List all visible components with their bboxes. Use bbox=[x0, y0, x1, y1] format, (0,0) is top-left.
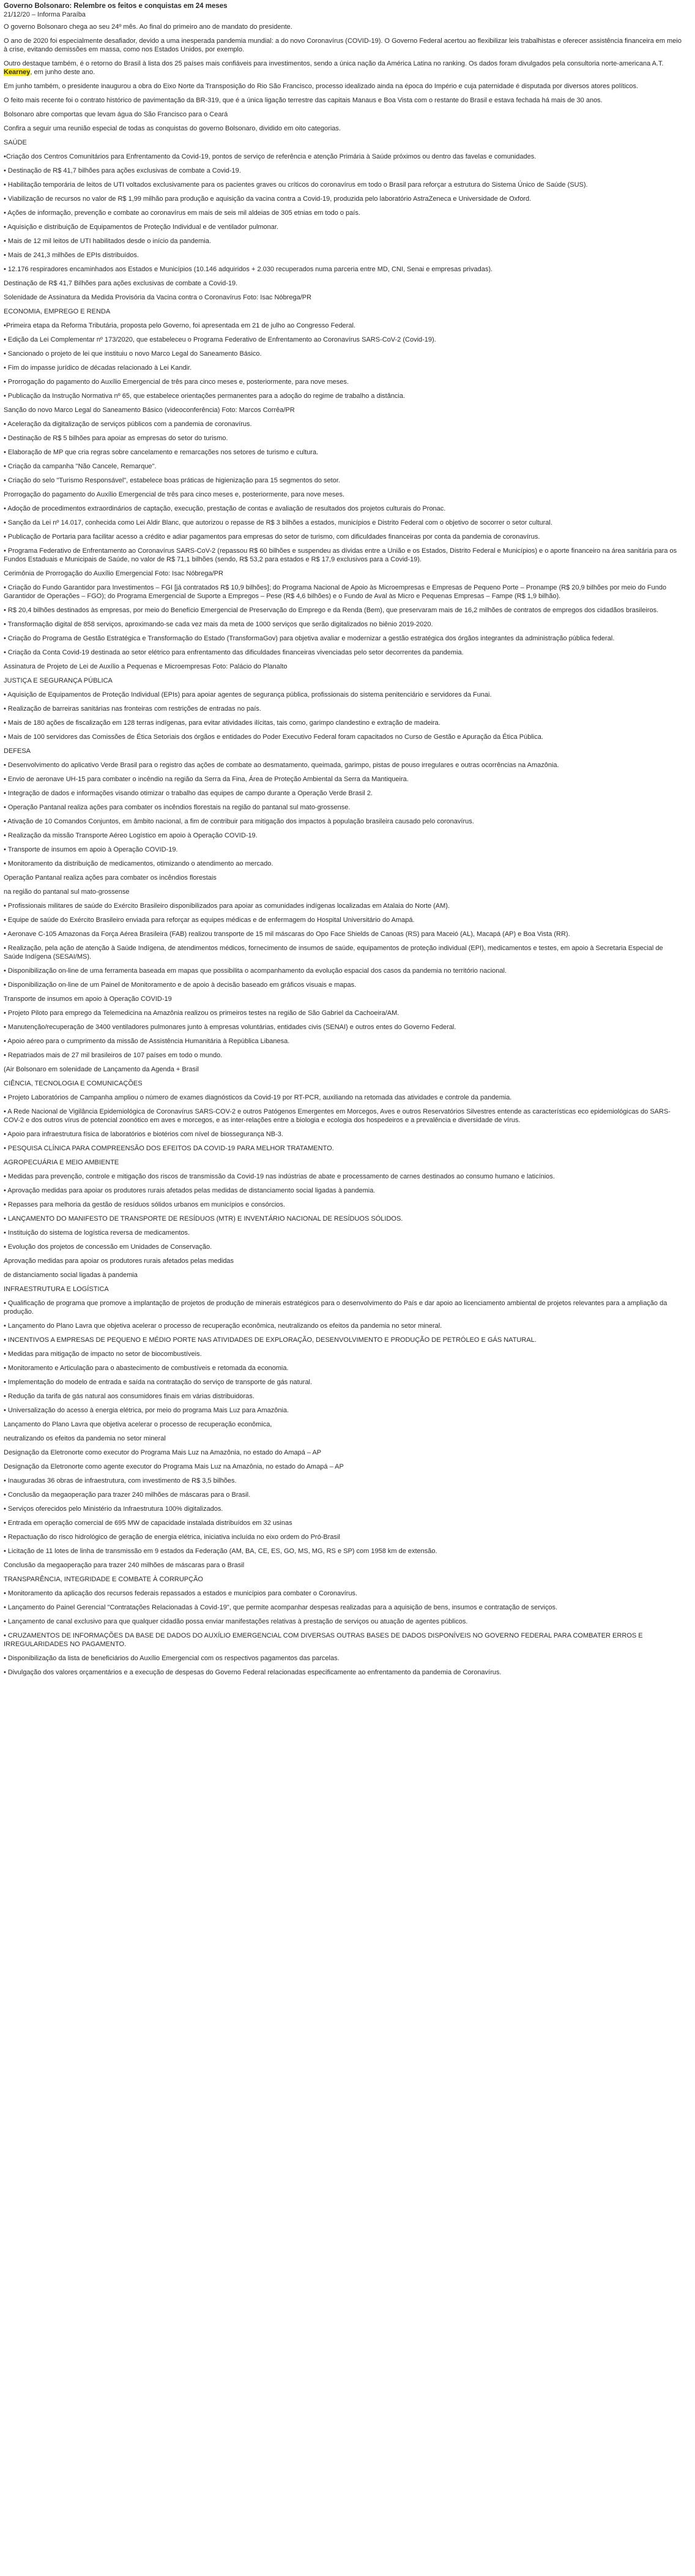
paragraph: CIÊNCIA, TECNOLOGIA E COMUNICAÇÕES bbox=[4, 1080, 143, 1087]
paragraph: • Publicação de Portaria para facilitar acesso a crédito e adiar pagamentos para empresas do setor de turismo, com dificuldades financeiras por conta da pandemia de coronavírus. bbox=[4, 533, 540, 541]
paragraph: • Repactuação do risco hidrológico de geração de energia elétrica, iniciativa incluída no eixo ordem do Pró-Brasil bbox=[4, 1533, 340, 1541]
paragraph: • Projeto Piloto para emprego da Telemedicina na Amazônia realizou os primeiros testes na região de São Gabriel da Cachoeira/AM. bbox=[4, 1009, 400, 1017]
paragraph: O governo Bolsonaro chega ao seu 24º mês. Ao final do primeiro ano de mandato do presidente. bbox=[4, 23, 292, 31]
paragraph: • Medidas para mitigação de impacto no setor de biocombustíveis. bbox=[4, 1350, 202, 1358]
paragraph: • Realização de barreiras sanitárias nas fronteiras com restrições de entradas no país. bbox=[4, 705, 261, 713]
paragraph: • Lançamento do Painel Gerencial "Contratações Relacionadas à Covid-19", que permite acompanhar despesas realizadas para a aquisição de bens, insumos e contratação de serviços. bbox=[4, 1604, 558, 1611]
paragraph: Solenidade de Assinatura da Medida Provisória da Vacina contra o Coronavírus Foto: Isac Nóbrega/PR bbox=[4, 294, 312, 301]
paragraph: Sanção do novo Marco Legal do Saneamento Básico (videoconferência) Foto: Marcos Corrêa/PR bbox=[4, 406, 295, 414]
paragraph: • Fim do impasse jurídico de décadas relacionado à Lei Kandir. bbox=[4, 364, 192, 372]
paragraph: Designação da Eletronorte como executor do Programa Mais Luz na Amazônia, no estado do Amapá – AP bbox=[4, 1449, 322, 1456]
highlighted-term: Kearney bbox=[4, 69, 31, 76]
paragraph: • Lançamento do Plano Lavra que objetiva acelerar o processo de recuperação econômica, neutralizando os efeitos da pandemia no setor mineral. bbox=[4, 1322, 442, 1330]
paragraph: • Monitoramento e Articulação para o abastecimento de combustíveis e retomada da economia. bbox=[4, 1365, 289, 1372]
paragraph: • Programa Federativo de Enfrentamento ao Coronavírus SARS-CoV-2 (repassou R$ 60 bilhões e suspendeu as dívidas entre a União e os Estados, Distrito Federal e Municípios) e o aporte financeiro na área sanitária para os Fundos Estaduais e Municipais de Saúde, no valor de R$ 71,1 bilhões (sendo, R$ 53,2 para estados e R$ 17,9 exclusivos para a Covid-19). bbox=[4, 547, 677, 563]
paragraph: • Qualificação de programa que promove a implantação de projetos de produção de minerais estratégicos para o desenvolvimento do País e dar apoio ao licenciamento ambiental de projetos relevantes para a ampliação da produção. bbox=[4, 1300, 667, 1316]
paragraph: na região do pantanal sul mato-grossense bbox=[4, 888, 130, 896]
paragraph: Confira a seguir uma reunião especial de todas as conquistas do governo Bolsonaro, dividido em oito categorias. bbox=[4, 125, 341, 132]
paragraph: • Prorrogação do pagamento do Auxílio Emergencial de três para cinco meses e, posteriormente, para nove meses. bbox=[4, 378, 349, 386]
paragraph: • Profissionais militares de saúde do Exército Brasileiro disponibilizados para apoiar as comunidades indígenas localizadas em Atalaia do Norte (AM). bbox=[4, 902, 450, 910]
section-heading: • INCENTIVOS A EMPRESAS DE PEQUENO E MÉDIO PORTE NAS ATIVIDADES DE EXPLORAÇÃO, DESENVOLVIMENTO E PRODUÇÃO DE PETRÓLEO E GÁS NATURAL. bbox=[4, 1336, 537, 1344]
paragraph: TRANSPARÊNCIA, INTEGRIDADE E COMBATE À CORRUPÇÃO bbox=[4, 1576, 203, 1583]
paragraph: Prorrogação do pagamento do Auxílio Emergencial de três para cinco meses e, posteriormente, para nove meses. bbox=[4, 491, 345, 498]
article-body bbox=[4, 23, 684, 1677]
paragraph: • Criação do selo "Turismo Responsável", estabelece boas práticas de higienização para 15 segmentos do setor. bbox=[4, 477, 340, 484]
paragraph: • Viabilização de recursos no valor de R$ 1,99 milhão para produção e aquisição da vacina contra a Covid-19, produzida pelo laboratório AstraZeneca e Universidade de Oxford. bbox=[4, 195, 532, 203]
article-dateline: 21/12/20 – Informa Paraíba bbox=[4, 11, 86, 18]
section-heading: SAÚDE bbox=[4, 139, 27, 146]
paragraph: • Edição da Lei Complementar nº 173/2020, que estabeleceu o Programa Federativo de Enfrentamento ao Coronavírus SARS-CoV-2 (Covid-19). bbox=[4, 336, 436, 343]
paragraph: • Divulgação dos valores orçamentários e a execução de despesas do Governo Federal relacionadas especificamente ao enfrentamento da pandemia de Coronavírus. bbox=[4, 1669, 502, 1676]
paragraph: • Adoção de procedimentos extraordinários de captação, execução, prestação de contas e avaliação de resultados dos projetos culturais do Pronac. bbox=[4, 505, 446, 512]
paragraph: • Apoio para infraestrutura física de laboratórios e biotérios com nível de biossegurança NB-3. bbox=[4, 1131, 283, 1138]
paragraph: • Integração de dados e informações visando otimizar o trabalho das equipes de campo durante a Operação Verde Brasil 2. bbox=[4, 790, 373, 797]
paragraph: Em junho também, o presidente inaugurou a obra do Eixo Norte da Transposição do Rio São Francisco, processo idealizado ainda na época do Império e cuja paternidade é disputada por diversos atores políticos. bbox=[4, 83, 639, 90]
paragraph: Conclusão da megaoperação para trazer 240 milhões de máscaras para o Brasil bbox=[4, 1562, 245, 1569]
paragraph: Transporte de insumos em apoio à Operação COVID-19 bbox=[4, 995, 172, 1003]
paragraph: • Destinação de R$ 41,7 bilhões para ações exclusivas de combate a Covid-19. bbox=[4, 167, 241, 174]
paragraph: • Conclusão da megaoperação para trazer 240 milhões de máscaras para o Brasil. bbox=[4, 1491, 251, 1499]
article-title: Governo Bolsonaro: Relembre os feitos e conquistas em 24 meses bbox=[4, 2, 228, 10]
section-heading: DEFESA bbox=[4, 747, 31, 755]
section-heading: JUSTIÇA E SEGURANÇA PÚBLICA bbox=[4, 677, 113, 684]
paragraph: (Air Bolsonaro em solenidade de Lançamento da Agenda + Brasil bbox=[4, 1066, 199, 1073]
paragraph: • Disponibilização on-line de um Painel de Monitoramento e de apoio à decisão baseado em gráficos visuais e mapas. bbox=[4, 981, 357, 989]
paragraph: • Criação do Fundo Garantidor para Investimentos – FGI [já contratados R$ 10,9 bilhões]; do Programa Nacional de Apoio às Microempresas e Empresas de Pequeno Porte – Pronampe (R$ 20,9 bilhões por meio do Fundo Garantidor de Operações – FGO); do Programa Emergencial de Suporte a Empregos – Pese (R$ 4,6 bilhões) e o Fundo de Aval às Micro e Pequenas Empresas – Fampe (R$ 1,9 bilhão). bbox=[4, 584, 667, 600]
paragraph: Assinatura de Projeto de Lei de Auxílio a Pequenas e Microempresas Foto: Palácio do Planalto bbox=[4, 663, 288, 670]
paragraph: • Lançamento de canal exclusivo para que qualquer cidadão possa enviar manifestações relativas à prestação de serviços ou atuação de agentes públicos. bbox=[4, 1618, 468, 1625]
paragraph: • Aquisição de Equipamentos de Proteção Individual (EPIs) para apoiar agentes de segurança pública, profissionais do sistema penitenciário e servidores da Funai. bbox=[4, 691, 492, 698]
paragraph: • Serviços oferecidos pelo Ministério da Infraestrutura 100% digitalizados. bbox=[4, 1505, 223, 1513]
section-heading: ECONOMIA, EMPREGO E RENDA bbox=[4, 308, 111, 315]
paragraph: •Criação dos Centros Comunitários para Enfrentamento da Covid-19, pontos de serviço de referência e atenção Primária à Saúde próximos ou dentro das favelas e comunidades. bbox=[4, 153, 537, 160]
paragraph: • Mais de 100 servidores das Comissões de Ética Setoriais dos órgãos e entidades do Poder Executivo Federal foram capacitados no Curso de Gestão e Apuração da Ética Pública. bbox=[4, 733, 543, 741]
paragraph: • Publicação da Instrução Normativa nº 65, que estabelece orientações permanentes para a adoção do regime de trabalho a distância. bbox=[4, 392, 406, 400]
paragraph: • Entrada em operação comercial de 695 MW de capacidade instalada distribuídos em 32 usinas bbox=[4, 1519, 292, 1527]
paragraph: • Criação da Conta Covid-19 destinada ao setor elétrico para enfrentamento das dificuldades financeiras vivenciadas pelo setor decorrentes da pandemia. bbox=[4, 649, 464, 656]
paragraph: Cerimônia de Prorrogação do Auxílio Emergencial Foto: Isac Nóbrega/PR bbox=[4, 570, 223, 577]
paragraph: • Equipe de saúde do Exército Brasileiro enviada para reforçar as equipes médicas e de enfermagem do Hospital Universitário do Amapá. bbox=[4, 916, 415, 924]
paragraph: de distanciamento social ligadas à pandemia bbox=[4, 1271, 138, 1279]
paragraph: AGROPECUÁRIA E MEIO AMBIENTE bbox=[4, 1159, 119, 1166]
paragraph: • Ativação de 10 Comandos Conjuntos, em âmbito nacional, a fim de contribuir para mitigação dos impactos à população brasileira causado pelo coronavírus. bbox=[4, 818, 474, 825]
paragraph: • Sanção da Lei nº 14.017, conhecida como Lei Aldir Blanc, que autorizou o repasse de R$ 3 bilhões a estados, municípios e Distrito Federal com o objetivo de socorrer o setor cultural. bbox=[4, 519, 552, 526]
paragraph: O feito mais recente foi o contrato histórico de pavimentação da BR-319, que é a única ligação terrestre das capitais Manaus e Boa Vista com o restante do Brasil e estava fechada há mais de 30 anos. bbox=[4, 97, 603, 104]
paragraph: • A Rede Nacional de Vigilância Epidemiológica de Coronavírus SARS-COV-2 e outros Patógenos Emergentes em Morcegos, Aves e outros Reservatórios Silvestres entende as características eco epidemiológicas do SARS-COV-2 e dos outros vírus de potencial zoonótico em aves e morcegos, e as inter-relações entre a biologia e ecologia dos hospedeiros e a prevalência e diversidade de vírus. bbox=[4, 1108, 671, 1124]
paragraph: • Universalização do acesso à energia elétrica, por meio do programa Mais Luz para Amazônia. bbox=[4, 1407, 289, 1414]
paragraph: Designação da Eletronorte como agente executor do Programa Mais Luz na Amazônia, no estado do Amapá – AP bbox=[4, 1463, 344, 1470]
paragraph: • Criação do Programa de Gestão Estratégica e Transformação do Estado (TransformaGov) para objetiva avaliar e modernizar a gestão estratégica dos órgãos integrantes da administração pública federal. bbox=[4, 635, 615, 642]
section-heading: • LANÇAMENTO DO MANIFESTO DE TRANSPORTE DE RESÍDUOS (MTR) E INVENTÁRIO NACIONAL DE RESÍDUOS SÓLIDOS. bbox=[4, 1215, 403, 1222]
paragraph: Destinação de R$ 41,7 Bilhões para ações exclusivas de combate a Covid-19. bbox=[4, 280, 238, 287]
paragraph: • Implementação do modelo de entrada e saída na contratação do serviço de transporte de gás natural. bbox=[4, 1379, 313, 1386]
paragraph: • Mais de 180 ações de fiscalização em 128 terras indígenas, para evitar atividades ilícitas, tais como, garimpo clandestino e extração de madeira. bbox=[4, 719, 440, 727]
paragraph: • Sancionado o projeto de lei que instituiu o novo Marco Legal do Saneamento Básico. bbox=[4, 350, 262, 358]
paragraph: Operação Pantanal realiza ações para combater os incêndios florestais bbox=[4, 874, 217, 882]
paragraph: Outro destaque também, é o retorno do Brasil à lista dos 25 países mais confiáveis para investimentos, sendo a única nação da América Latina no ranking. Os dados foram divulgados pela consultoria norte-americana A.T. Kearney, em junho deste ano. bbox=[4, 60, 664, 76]
paragraph: • Criação da campanha "Não Cancele, Remarque". bbox=[4, 463, 157, 470]
paragraph: • Aceleração da digitalização de serviços públicos com a pandemia de coronavírus. bbox=[4, 421, 252, 428]
paragraph: • Licitação de 11 lotes de linha de transmissão em 9 estados da Federação (AM, BA, CE, ES, GO, MS, MG, RS e SP) com 1958 km de extensão. bbox=[4, 1548, 437, 1555]
paragraph: • Monitoramento da distribuição de medicamentos, otimizando o atendimento ao mercado. bbox=[4, 860, 273, 867]
paragraph: • Aeronave C-105 Amazonas da Força Aérea Brasileira (FAB) realizou transporte de 15 mil máscaras do Opo Face Shields de Canoas (RS) para Maceió (AL), Macapá (AP) e Boa Vista (RR). bbox=[4, 930, 570, 938]
paragraph: • Redução da tarifa de gás natural aos consumidores finais em várias distribuidoras. bbox=[4, 1393, 255, 1400]
paragraph: • Mais de 241,3 milhões de EPIs distribuídos. bbox=[4, 252, 139, 259]
paragraph: • Repatriados mais de 27 mil brasileiros de 107 países em todo o mundo. bbox=[4, 1052, 223, 1059]
paragraph: • Envio de aeronave UH-15 para combater o incêndio na região da Serra da Fina, Área de Proteção Ambiental da Serra da Mantiqueira. bbox=[4, 776, 409, 783]
paragraph: • Projeto Laboratórios de Campanha ampliou o número de exames diagnósticos da Covid-19 por RT-PCR, auxiliando na retomada das atividades e controle da pandemia. bbox=[4, 1094, 512, 1101]
paragraph: • Operação Pantanal realiza ações para combater os incêndios florestais na região do pantanal sul mato-grossense. bbox=[4, 804, 351, 811]
paragraph: Lançamento do Plano Lavra que objetiva acelerar o processo de recuperação econômica, bbox=[4, 1421, 272, 1428]
paragraph: • Habilitação temporária de leitos de UTI voltados exclusivamente para os pacientes graves ou críticos do coronavírus em todo o Brasil para reforçar a estrutura do Sistema Único de Saúde (SUS). bbox=[4, 181, 588, 189]
paragraph: • Destinação de R$ 5 bilhões para apoiar as empresas do setor do turismo. bbox=[4, 435, 228, 442]
paragraph: • Elaboração de MP que cria regras sobre cancelamento e remarcações nos setores de turismo e cultura. bbox=[4, 449, 319, 456]
paragraph: INFRAESTRUTURA E LOGÍSTICA bbox=[4, 1286, 109, 1293]
paragraph: • Aquisição e distribuição de Equipamentos de Proteção Individual e de ventilador pulmonar. bbox=[4, 223, 279, 231]
section-heading: • CRUZAMENTOS DE INFORMAÇÕES DA BASE DE DADOS DO AUXÍLIO EMERGENCIAL COM DIVERSAS OUTRAS BASES DE DADOS DISPONÍVEIS NO GOVERNO FEDERAL PARA COMBATER ERROS E IRREGULARIDADES NO PAGAMENTO. bbox=[4, 1632, 643, 1648]
paragraph: • Apoio aéreo para o cumprimento da missão de Assistência Humanitária à República Libanesa. bbox=[4, 1038, 290, 1045]
paragraph: • Desenvolvimento do aplicativo Verde Brasil para o registro das ações de combate ao desmatamento, queimada, garimpo, pistas de pouso irregulares e outras ocorrências na Amazônia. bbox=[4, 762, 559, 769]
paragraph: • Inauguradas 36 obras de infraestrutura, com investimento de R$ 3,5 bilhões. bbox=[4, 1477, 237, 1485]
paragraph: Aprovação medidas para apoiar os produtores rurais afetados pelas medidas bbox=[4, 1257, 234, 1265]
section-heading: • PESQUISA CLÍNICA PARA COMPREENSÃO DOS EFEITOS DA COVID-19 PARA MELHOR TRATAMENTO. bbox=[4, 1145, 334, 1152]
paragraph: •Primeira etapa da Reforma Tributária, proposta pelo Governo, foi apresentada em 21 de julho ao Congresso Federal. bbox=[4, 322, 355, 329]
paragraph: • Ações de informação, prevenção e combate ao coronavírus em mais de seis mil aldeias de 305 etnias em todo o país. bbox=[4, 209, 360, 217]
paragraph: • Monitoramento da aplicação dos recursos federais repassados a estados e municípios para combater o Coronavírus. bbox=[4, 1590, 357, 1597]
paragraph: • Transporte de insumos em apoio à Operação COVID-19. bbox=[4, 846, 178, 853]
paragraph: • Realização da missão Transporte Aéreo Logístico em apoio à Operação COVID-19. bbox=[4, 832, 258, 839]
paragraph: O ano de 2020 foi especialmente desafiador, devido a uma inesperada pandemia mundial: a do novo Coronavírus (COVID-19). O Governo Federal acertou ao flexibilizar leis trabalhistas e oferecer assistência financeira em meio à crise, evitando demissões em massa, como nos Estados Unidos, por exemplo. bbox=[4, 37, 682, 53]
paragraph: • Disponibilização da lista de beneficiários do Auxílio Emergencial com os respectivos pagamentos das parcelas. bbox=[4, 1655, 340, 1662]
paragraph: • Disponibilização on-line de uma ferramenta baseada em mapas que possibilita o acompanhamento da evolução espacial dos casos da pandemia no território nacional. bbox=[4, 967, 507, 975]
paragraph: • Evolução dos projetos de concessão em Unidades de Conservação. bbox=[4, 1243, 212, 1251]
paragraph: • Manutenção/recuperação de 3400 ventiladores pulmonares junto à empresas voluntárias, entidades civis (SENAI) e outros entes do Governo Federal. bbox=[4, 1024, 456, 1031]
paragraph: • 12.176 respiradores encaminhados aos Estados e Municípios (10.146 adquiridos + 2.030 recuperados numa parceria entre MD, CNI, Senai e empresas privadas). bbox=[4, 266, 493, 273]
paragraph: neutralizando os efeitos da pandemia no setor mineral bbox=[4, 1435, 166, 1442]
paragraph: • Instituição do sistema de logística reversa de medicamentos. bbox=[4, 1229, 190, 1237]
paragraph: • Aprovação medidas para apoiar os produtores rurais afetados pelas medidas de distanciamento social ligadas à pandemia. bbox=[4, 1187, 376, 1194]
paragraph: • Medidas para prevenção, controle e mitigação dos riscos de transmissão da Covid-19 nas indústrias de abate e processamento de carnes destinados ao consumo humano e laticínios. bbox=[4, 1173, 555, 1180]
paragraph: • Realização, pela ação de atenção à Saúde Indígena, de atendimentos médicos, fornecimento de insumos de saúde, equipamentos de proteção individual (EPI), medicamentos e testes, em apoio à Secretaria Especial de Saúde Indígena (SESAI/MS). bbox=[4, 945, 663, 960]
paragraph: Bolsonaro abre comportas que levam água do São Francisco para o Ceará bbox=[4, 111, 228, 118]
paragraph: • Transformação digital de 858 serviços, aproximando-se cada vez mais da meta de 1000 serviços que serão digitalizados no biênio 2019-2020. bbox=[4, 621, 433, 628]
paragraph: • Mais de 12 mil leitos de UTI habilitados desde o início da pandemia. bbox=[4, 238, 211, 245]
paragraph: • R$ 20,4 bilhões destinados às empresas, por meio do Benefício Emergencial de Preservação do Emprego e da Renda (Bem), que preservaram mais de 16,2 milhões de contratos de empregos dos cidadãos brasileiros. bbox=[4, 607, 659, 614]
paragraph: • Repasses para melhoria da gestão de resíduos sólidos urbanos em municípios e consórcios. bbox=[4, 1201, 285, 1208]
